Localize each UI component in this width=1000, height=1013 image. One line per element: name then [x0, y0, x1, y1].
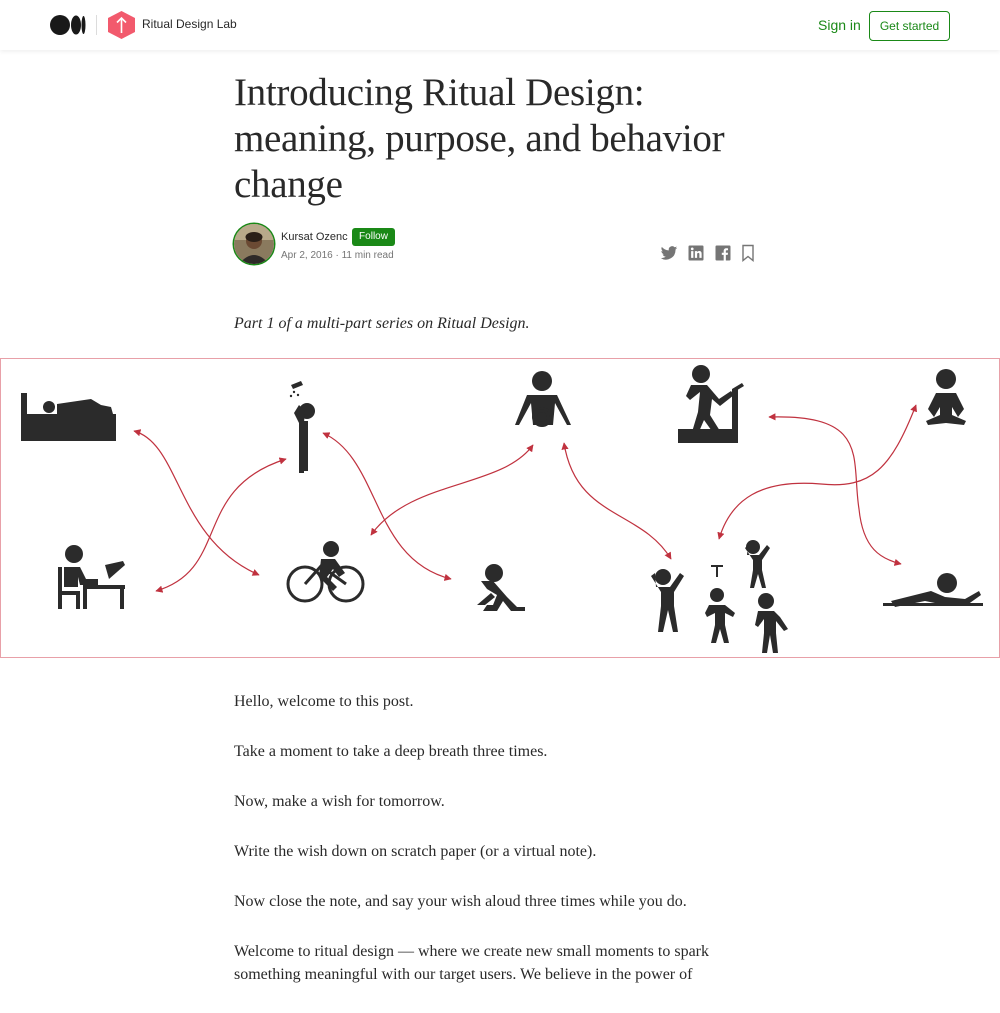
arrow-sleep-to-cycling [134, 431, 259, 575]
share-toolbar [660, 244, 755, 262]
paragraph-2: Take a moment to take a deep breath three times. [234, 743, 548, 760]
arrow-meditation-to-family [564, 443, 671, 559]
linkedin-icon[interactable] [687, 244, 705, 262]
bookmark-icon[interactable] [741, 244, 755, 262]
ritual-design-illustration [0, 358, 1000, 658]
publication-name[interactable]: Ritual Design Lab [142, 17, 237, 31]
article-subtitle: Part 1 of a multi-part series on Ritual Design. [234, 315, 530, 332]
showering-pictogram [290, 381, 315, 473]
medium-logo-icon[interactable] [50, 15, 86, 35]
author-photo-icon [234, 224, 274, 264]
twitter-icon[interactable] [660, 244, 678, 262]
arrow-yoga-to-family [719, 405, 916, 539]
connection-arrows [134, 405, 916, 591]
author-avatar[interactable] [234, 224, 274, 264]
yoga-pictogram [926, 369, 966, 425]
gardening-pictogram [477, 564, 525, 611]
author-name[interactable]: Kursat Ozenc [281, 231, 348, 243]
article-body [234, 690, 764, 1013]
paragraph-6: Welcome to ritual design — where we create new small moments to spark something meaningful with our target users. We believe in the power of [234, 943, 710, 983]
get-started-button[interactable]: Get started [869, 11, 950, 41]
paragraph-1: Hello, welcome to this post. [234, 693, 414, 710]
paragraph-3: Now, make a wish for tomorrow. [234, 793, 445, 810]
ritual-design-lab-logo-icon[interactable] [108, 11, 135, 39]
paragraph-4: Write the wish down on scratch paper (or a virtual note). [234, 843, 597, 860]
treadmill-pictogram [678, 365, 744, 443]
meditating-pictogram [515, 371, 571, 426]
article-meta: Apr 2, 2016 · 11 min read [281, 250, 394, 261]
arrow-shower-to-gardening [323, 433, 451, 579]
cycling-pictogram [288, 541, 363, 601]
article-title: Introducing Ritual Design: meaning, purpose, and behavior change [234, 71, 725, 206]
sleeping-pictogram [21, 393, 116, 441]
follow-button[interactable]: Follow [352, 228, 395, 246]
working-at-desk-pictogram [58, 545, 125, 609]
nav-divider [96, 15, 97, 35]
stretching-pictogram [883, 573, 983, 607]
facebook-icon[interactable] [714, 244, 732, 262]
family-playing-pictogram [651, 540, 788, 653]
paragraph-5: Now close the note, and say your wish aloud three times while you do. [234, 893, 687, 910]
arrow-treadmill-to-stretching [769, 417, 901, 564]
top-navigation-bar [0, 0, 1000, 50]
arrow-cycling-to-meditation [371, 445, 533, 535]
sign-in-link[interactable]: Sign in [818, 17, 861, 33]
